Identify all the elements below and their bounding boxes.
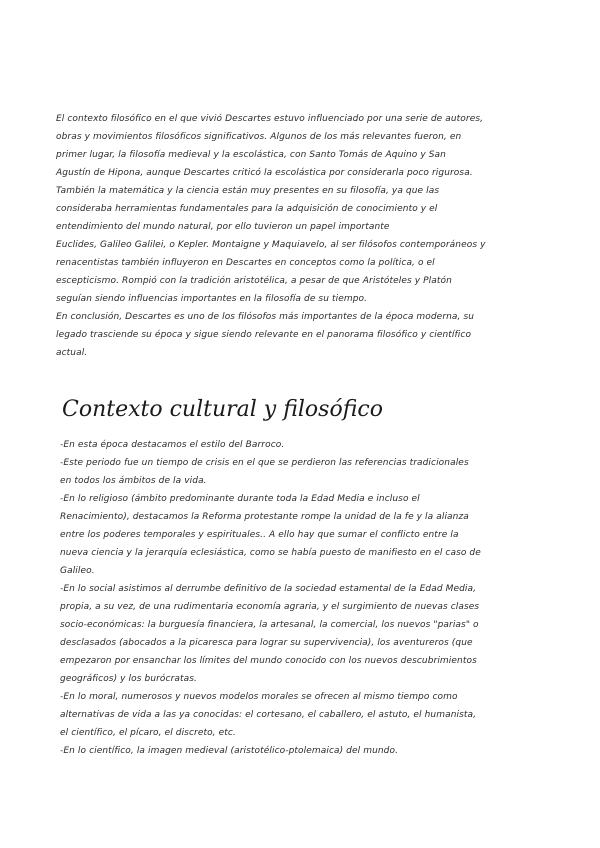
context-line: empezaron por ensanchar los límites del mundo conocido con los nuevos descubrimientos: [60, 656, 477, 666]
context-line: -Este periodo fue un tiempo de crisis en el que se perdieron las referencias tradicionales: [60, 458, 469, 468]
intro-line: seguían siendo influencias importantes en la filosofía de su tiempo.: [56, 294, 368, 304]
context-line: Renacimiento), destacamos la Reforma protestante rompe la unidad de la fe y la alianza: [60, 512, 469, 522]
intro-line: El contexto filosófico en el que vivió Descartes estuvo influenciado por una serie de autores,: [56, 114, 484, 124]
intro-line: legado trasciende su época y sigue siendo relevante en el panorama filosófico y científico: [56, 330, 472, 340]
intro-line: obras y movimientos filosóficos significativos. Algunos de los más relevantes fueron, en: [56, 132, 462, 142]
context-line: -En esta época destacamos el estilo del Barroco.: [60, 440, 285, 450]
context-line: en todos los ámbitos de la vida.: [60, 476, 207, 486]
context-line: Galileo.: [60, 566, 95, 576]
context-line: -En lo moral, numerosos y nuevos modelos morales se ofrecen al mismo tiempo como: [60, 692, 458, 702]
section-heading: Contexto cultural y filosófico: [62, 397, 383, 422]
intro-line: actual.: [56, 348, 88, 358]
intro-line: renacentistas también influyeron en Descartes en conceptos como la política, o el: [56, 258, 435, 268]
context-line: -En lo religioso (ámbito predominante durante toda la Edad Media e incluso el: [60, 494, 420, 504]
intro-line: Agustín de Hipona, aunque Descartes criticó la escolástica por considerarla poco rigurosa.: [56, 168, 473, 178]
intro-line: También la matemática y la ciencia están muy presentes en su filosofía, ya que las: [56, 186, 440, 196]
intro-line: consideraba herramientas fundamentales para la adquisición de conocimiento y el: [56, 204, 438, 214]
context-line: nueva ciencia y la jerarquía eclesiástica, como se había puesto de manifiesto en el caso de: [60, 548, 481, 558]
intro-line: escepticismo. Rompió con la tradición aristotélica, a pesar de que Aristóteles y Platón: [56, 276, 452, 286]
context-list: [60, 436, 548, 760]
context-line: entre los poderes temporales y espirituales.. A ello hay que sumar el conflicto entre la: [60, 530, 459, 540]
intro-line: primer lugar, la filosofía medieval y la escolástica, con Santo Tomás de Aquino y San: [56, 150, 446, 160]
intro-paragraph: [56, 110, 544, 362]
context-line: propia, a su vez, de una rudimentaria economía agraria, y el surgimiento de nuevas clases: [60, 602, 480, 612]
context-line: alternativas de vida a las ya conocidas: el cortesano, el caballero, el astuto, el humanista,: [60, 710, 477, 720]
context-line: socio-económicas: la burguesía financiera, la artesanal, la comercial, los nuevos "parias" o: [60, 620, 479, 630]
intro-line: En conclusión, Descartes es uno de los filósofos más importantes de la época moderna, su: [56, 312, 475, 322]
intro-line: entendimiento del mundo natural, por ello tuvieron un papel importante: [56, 222, 390, 232]
context-line: -En lo científico, la imagen medieval (aristotélico-ptolemaica) del mundo.: [60, 746, 399, 756]
intro-line: Euclides, Galileo Galilei, o Kepler. Montaigne y Maquiavelo, al ser filósofos contemporáneos y: [56, 240, 486, 250]
context-line: desclasados (abocados a la picaresca para lograr su supervivencia), los aventureros (que: [60, 638, 473, 648]
context-line: el científico, el pícaro, el discreto, etc.: [60, 728, 236, 738]
context-line: -En lo social asistimos al derrumbe definitivo de la sociedad estamental de la Edad Media,: [60, 584, 477, 594]
context-line: geográficos) y los burócratas.: [60, 674, 197, 684]
